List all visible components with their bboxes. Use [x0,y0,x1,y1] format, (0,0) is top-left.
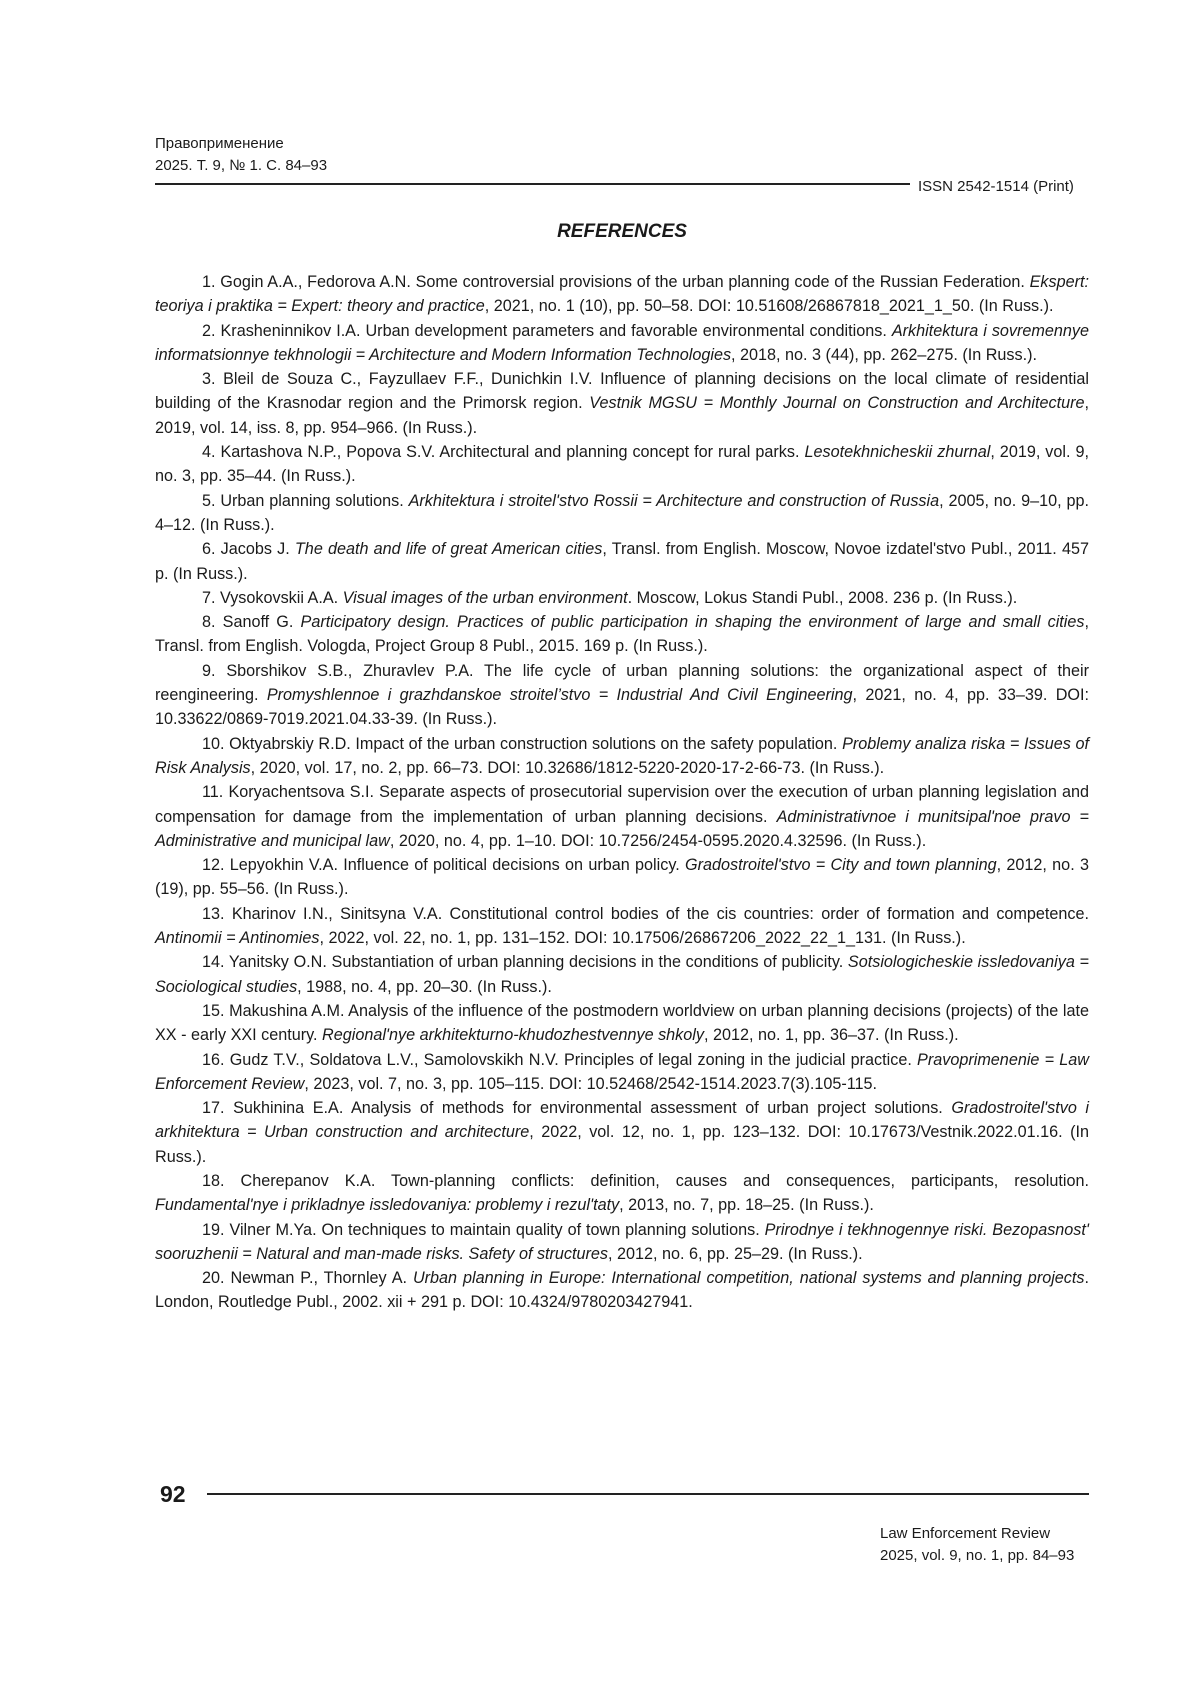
reference-item: 15. Makushina A.M. Analysis of the influence of the postmodern worldview on urban planning decisions (projects) of the late XX - early XXI century. Regional'nye arkhitekturno-khudozhestvennye shkoly, 2012, no. 1, pp. 36–37. (In Russ.). [155,1001,1089,1045]
running-footer-right [880,1523,1089,1567]
reference-item: 7. Vysokovskii A.A. Visual images of the urban environment. Moscow, Lokus Standi Publ., 2008. 236 p. (In Russ.). [202,588,1018,607]
reference-item: 18. Cherepanov K.A. Town-planning conflicts: definition, causes and consequences, participants, resolution. Fundamental'nye i prikladnye issledovaniya: problemy i rezul'taty, 2013, no. 7, pp. 18–25. (In Russ.). [155,1171,1089,1215]
page-number: 92 [160,1481,186,1507]
header-rule [155,183,910,185]
running-header-left [155,133,327,177]
journal-title-en: Law Enforcement Review [880,1525,1051,1542]
journal-title-ru: Правоприменение [155,135,284,152]
reference-item: 6. Jacobs J. The death and life of great American cities, Transl. from English. Moscow, Novoe izdatel'stvo Publ., 2011. 457 p. (In Russ.). [155,540,1089,583]
reference-list [155,270,1089,1315]
reference-item: 12. Lepyokhin V.A. Influence of political decisions on urban policy. Gradostroitel'stvo = City and town planning, 2012, no. 3 (19), pp. 55–56. (In Russ.). [155,856,1089,899]
reference-item: 19. Vilner M.Ya. On techniques to maintain quality of town planning solutions. Prirodnye i tekhnogennye riski. Bezopasnost' sooruzhenii = Natural and man-made risks. Safety of structures, 2012, no. 6, pp. 25–29. (In Russ.). [155,1220,1089,1263]
reference-item: 2. Krasheninnikov I.A. Urban development parameters and favorable environmental conditions. Arkhitektura i sovremennye informatsionnye tekhnologii = Architecture and Modern Information Technologies, 2018, no. 3 (44), pp. 262–275. (In Russ.). [155,321,1089,364]
reference-item: 5. Urban planning solutions. Arkhitektura i stroitel'stvo Rossii = Architecture and construction of Russia, 2005, no. 9–10, pp. 4–12. (In Russ.). [155,491,1089,534]
reference-item: 4. Kartashova N.P., Popova S.V. Architectural and planning concept for rural parks. Lesotekhnicheskii zhurnal, 2019, vol. 9, no. 3, pp. 35–44. (In Russ.). [155,443,1089,486]
footer-rule [207,1493,1089,1495]
reference-item: 3. Bleil de Souza C., Fayzullaev F.F., Dunichkin I.V. Influence of planning decisions on the local climate of residential building of the Krasnodar region and the Primorsk region. Vestnik MGSU = Monthly Journal on Construction and Architecture, 2019, vol. 14, iss. 8, pp. 954–966. (In Russ.). [155,370,1090,437]
reference-item: 14. Yanitsky O.N. Substantiation of urban planning decisions in the conditions of publicity. Sotsiologicheskie issledovaniya = Sociological studies, 1988, no. 4, pp. 20–30. (In Russ.). [155,953,1090,996]
reference-item: 16. Gudz T.V., Soldatova L.V., Samolovskikh N.V. Principles of legal zoning in the judicial practice. Pravoprimenenie = Law Enforcement Review, 2023, vol. 7, no. 3, pp. 105–115. DOI: 10.52468/2542-1514.2023.7(3).105-115. [155,1050,1089,1093]
issn-label: ISSN 2542-1514 (Print) [918,178,1074,195]
reference-item: 13. Kharinov I.N., Sinitsyna V.A. Constitutional control bodies of the cis countries: order of formation and competence. Antinomii = Antinomies, 2022, vol. 22, no. 1, pp. 131–152. DOI: 10.17506/26867206_2022_22_1_131. (In Russ.). [155,904,1089,948]
issue-info-ru: 2025. Т. 9, № 1. С. 84–93 [155,157,328,174]
reference-item: 20. Newman P., Thornley A. Urban planning in Europe: International competition, national systems and planning projects. London, Routledge Publ., 2002. xii + 291 p. DOI: 10.4324/9780203427941. [155,1269,1089,1312]
issue-info-en: 2025, vol. 9, no. 1, pp. 84–93 [880,1547,1075,1564]
reference-item: 8. Sanoff G. Participatory design. Practices of public participation in shaping the environment of large and small cities, Transl. from English. Vologda, Project Group 8 Publ., 2015. 169 p. (In Russ.). [155,613,1089,656]
section-title: REFERENCES [557,221,687,242]
reference-item: 1. Gogin A.A., Fedorova A.N. Some controversial provisions of the urban planning code of the Russian Federation. Ekspert: teoriya i praktika = Expert: theory and practice, 2021, no. 1 (10), pp. 50–58. DOI: 10.51608/26867818_2021_1_50. (In Russ.). [155,273,1089,316]
reference-item: 17. Sukhinina E.A. Analysis of methods for environmental assessment of urban project solutions. Gradostroitel'stvo i arkhitektura = Urban construction and architecture, 2022, vol. 12, no. 1, pp. 123–132. DOI: 10.17673/Vestnik.2022.01.16. (In Russ.). [155,1099,1090,1166]
reference-item: 11. Koryachentsova S.I. Separate aspects of prosecutorial supervision over the execution of urban planning legislation and compensation for damage from the implementation of urban planning decisions. Administrativnoe i munitsipal'noe pravo = Administrative and municipal law, 2020, no. 4, pp. 1–10. DOI: 10.7256/2454-0595.2020.4.32596. (In Russ.). [155,783,1089,850]
reference-item: 9. Sborshikov S.B., Zhuravlev P.A. The life cycle of urban planning solutions: the organizational aspect of their reengineering. Promyshlennoe i grazhdanskoe stroitel’stvo = Industrial And Civil Engineering, 2021, no. 4, pp. 33–39. DOI: 10.33622/0869-7019.2021.04.33-39. (In Russ.). [155,661,1089,729]
reference-item: 10. Oktyabrskiy R.D. Impact of the urban construction solutions on the safety population. Problemy analiza riska = Issues of Risk Analysis, 2020, vol. 17, no. 2, pp. 66–73. DOI: 10.32686/1812-5220-2020-17-2-66-73. (In Russ.). [155,734,1089,777]
